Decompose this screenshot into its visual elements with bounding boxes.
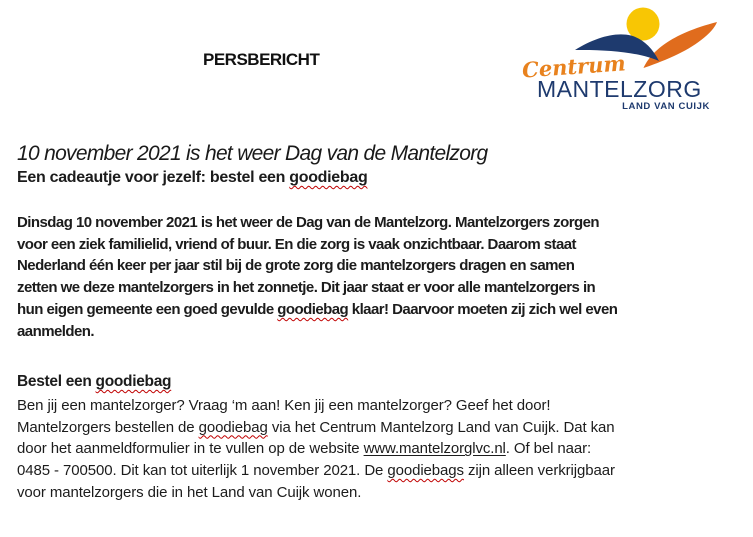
misspelled-word: goodiebag [198,418,268,436]
logo-brand-name: MANTELZORG [537,76,702,102]
text-line [17,321,617,343]
sun-icon [627,8,660,41]
text-run: . Of bel naar: [505,440,592,458]
text-line [17,169,367,187]
intro-paragraph [17,212,617,342]
misspelled-word: goodiebag [95,373,172,390]
text-run: Mantelzorgers bestellen de [17,418,199,436]
order-section-heading [17,373,171,391]
document-kicker: PERSBERICHT [203,50,320,69]
text-line [17,438,615,460]
text-run: zetten we deze mantelzorgers in het zonnetje. Dit jaar staat er voor alle mantelzorgers in [17,279,596,297]
text-run: voor mantelzorgers die in het Land van Cuijk wonen. [17,483,362,501]
text-line [17,255,617,277]
text-run: Ben jij een mantelzorger? Vraag ‘m aan! Ken jij een mantelzorger? Geef het door! [17,397,551,414]
logo-script-word: Centrum [521,50,627,83]
text-run: zijn alleen verkrijgbaar [463,462,615,480]
text-run: via het Centrum Mantelzorg Land van Cuijk. Dat kan [267,418,615,436]
text-run: 0485 - 700500. Dit kan tot uiterlijk 1 november 2021. De [17,462,388,480]
text-line [17,299,617,321]
centrum-mantelzorg-logo [518,2,728,122]
text-run: hun eigen gemeente een goed gevulde [17,300,278,318]
order-paragraph [17,395,615,504]
document-subtitle [17,169,367,187]
text-run: voor een ziek familielid, vriend of buur. En die zorg is vaak onzichtbaar. Daarom staat [17,235,576,253]
text-line [17,460,615,482]
text-line [17,277,617,299]
document-title: 10 november 2021 is het weer Dag van de Mantelzorg [17,142,488,165]
misspelled-word: goodiebag [289,169,368,186]
text-line [17,395,615,417]
text-run: door het aanmeldformulier in te vullen op de website [17,440,364,458]
misspelled-word: goodiebag [277,300,349,318]
text-line [17,417,615,439]
text-line [17,373,171,391]
text-run: Nederland één keer per jaar stil bij de grote zorg die mantelzorgers dragen en samen [17,257,575,275]
subtitle-text: Een cadeautje voor jezelf: bestel een [17,169,290,186]
text-run: aanmelden. [17,322,95,340]
text-line [17,482,615,504]
text-line [17,234,617,256]
heading-text: Bestel een [17,373,96,390]
logo-region-subtitle: LAND VAN CUIJK [622,101,710,112]
website-link[interactable]: www.mantelzorglvc.nl [363,440,506,458]
text-run: klaar! Daarvoor moeten zij zich wel even [348,300,618,318]
misspelled-word: goodiebags [387,462,464,480]
text-line [17,212,617,234]
text-run: Dinsdag 10 november 2021 is het weer de Dag van de Mantelzorg. Mantelzorgers zorgen [17,214,600,231]
